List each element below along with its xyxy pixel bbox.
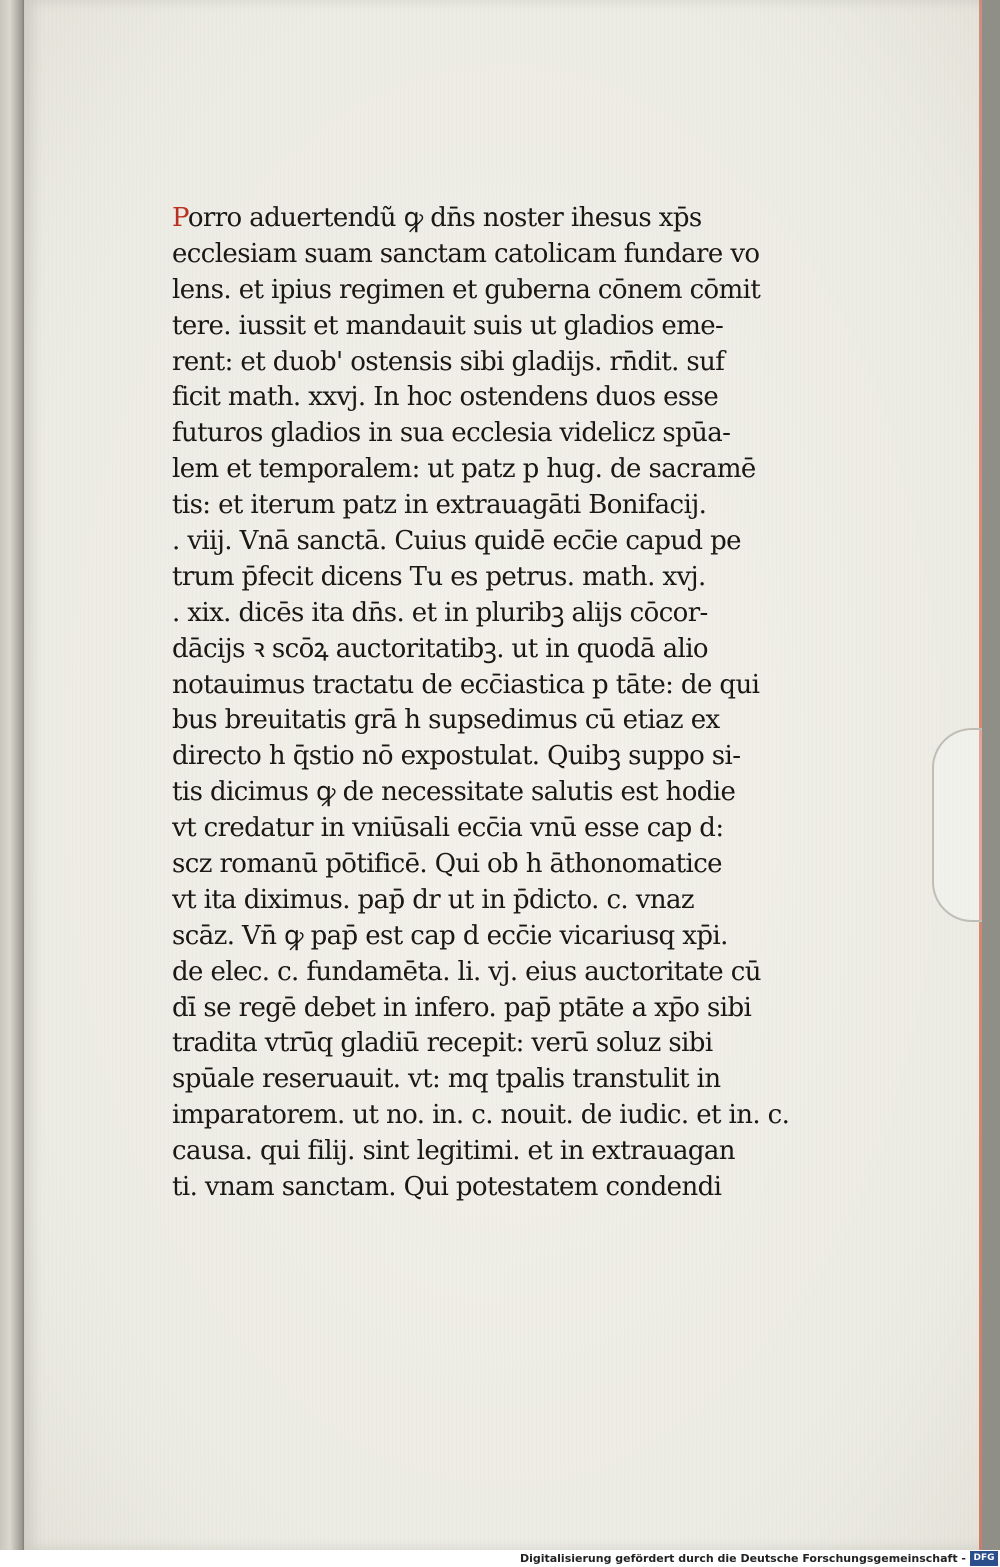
line-text: vt credatur in vniūsali ecc̄ia vnū esse cap d:: [172, 813, 724, 844]
line-text: spūale reseruauit. vt: mq tpalis transtulit in: [172, 1064, 721, 1095]
book-page: [24, 0, 982, 1550]
text-line: [172, 1134, 832, 1170]
line-text: orro aduertendũ ꝙ dn̄s noster ihesus xp̄s: [187, 203, 702, 233]
line-text: scz romanū pōtificē. Qui ob h āthonomatice: [172, 849, 722, 880]
facing-page-edge: [0, 0, 24, 1567]
text-line: [172, 919, 832, 955]
page-tab-clip: [932, 728, 982, 922]
text-line: [172, 596, 832, 632]
line-text: causa. qui filij. sint legitimi. et in extrauagan: [172, 1136, 735, 1167]
dfg-logo: DFG: [970, 1551, 998, 1566]
line-text: ecclesiam suam sanctam catolicam fundare vo: [172, 238, 760, 269]
text-line: [172, 847, 832, 883]
text-line: [172, 416, 832, 452]
line-text: lem et temporalem: ut patz p hug. de sacramē: [172, 454, 756, 485]
line-text: ti. vnam sanctam. Qui potestatem condendi: [172, 1172, 722, 1203]
line-text: dī se regē debet in infero. pap̄ ptāte a xp̄o sibi: [172, 992, 752, 1023]
funding-credit: Digitalisierung gefördert durch die Deutsche Forschungsgemeinschaft -: [519, 1552, 966, 1565]
line-text: trum p̄fecit dicens Tu es petrus. math. xvj.: [172, 561, 706, 592]
text-line: [172, 237, 832, 273]
line-text: scāz. Vn̄ ꝙ pap̄ est cap d ecc̄ie vicariusq xp̄i.: [172, 920, 728, 951]
line-text: notauimus tractatu de ecc̄iastica p tāte: de qui: [172, 669, 760, 700]
line-text: . xix. dicēs ita dn̄s. et in pluribꝫ alijs cōcor-: [172, 597, 708, 628]
text-line: [172, 775, 832, 811]
text-line: [172, 1026, 832, 1062]
text-line: [172, 703, 832, 739]
incunabulum-text-block: [172, 201, 832, 1206]
line-text: futuros gladios in sua ecclesia videlicz spūa-: [172, 418, 731, 449]
line-text: dācijs ꝛ scōꝝ auctoritatibꝫ. ut in quodā alio: [172, 633, 708, 664]
line-text: lens. et ipius regimen et guberna cōnem cōmit: [172, 274, 761, 305]
text-line: [172, 201, 832, 237]
text-line: [172, 668, 832, 704]
line-text: tis: et iterum patz in extrauagāti Bonifacij.: [172, 490, 707, 521]
digitization-footer: [0, 1550, 1000, 1567]
text-line: [172, 632, 832, 668]
text-line: [172, 991, 832, 1027]
line-text: imparatorem. ut no. in. c. nouit. de iudic. et in. c.: [172, 1100, 790, 1131]
text-line: [172, 345, 832, 381]
text-line: [172, 1170, 832, 1206]
line-text: bus breuitatis grā h supsedimus cū etiaz ex: [172, 705, 720, 736]
text-line: [172, 524, 832, 560]
rubricated-initial: P: [172, 203, 188, 233]
text-line: [172, 883, 832, 919]
text-line: [172, 739, 832, 775]
line-text: . viij. Vnā sanctā. Cuius quidē ecc̄ie capud pe: [172, 526, 741, 557]
text-line: [172, 1098, 832, 1134]
text-line: [172, 560, 832, 596]
text-line: [172, 955, 832, 991]
line-text: tere. iussit et mandauit suis ut gladios eme-: [172, 310, 724, 341]
line-text: de elec. c. fundamēta. li. vj. eius auctoritate cū: [172, 956, 761, 987]
text-line: [172, 273, 832, 309]
line-text: rent: et duob' ostensis sibi gladijs. rn̄dit. suf: [172, 346, 725, 377]
line-text: directo h q̄stio nō expostulat. Quibꝫ suppo si-: [172, 741, 741, 772]
text-line: [172, 309, 832, 345]
line-text: ficit math. xxvj. In hoc ostendens duos esse: [172, 382, 719, 413]
text-line: [172, 1062, 832, 1098]
text-line: [172, 452, 832, 488]
line-text: vt ita diximus. pap̄ dr ut in p̄dicto. c. vnaz: [172, 884, 694, 915]
line-text: tradita vtrūq gladiū recepit: verū soluz sibi: [172, 1028, 713, 1059]
text-line: [172, 811, 832, 847]
text-line: [172, 488, 832, 524]
line-text: tis dicimus ꝙ de necessitate salutis est hodie: [172, 777, 736, 808]
text-line: [172, 380, 832, 416]
